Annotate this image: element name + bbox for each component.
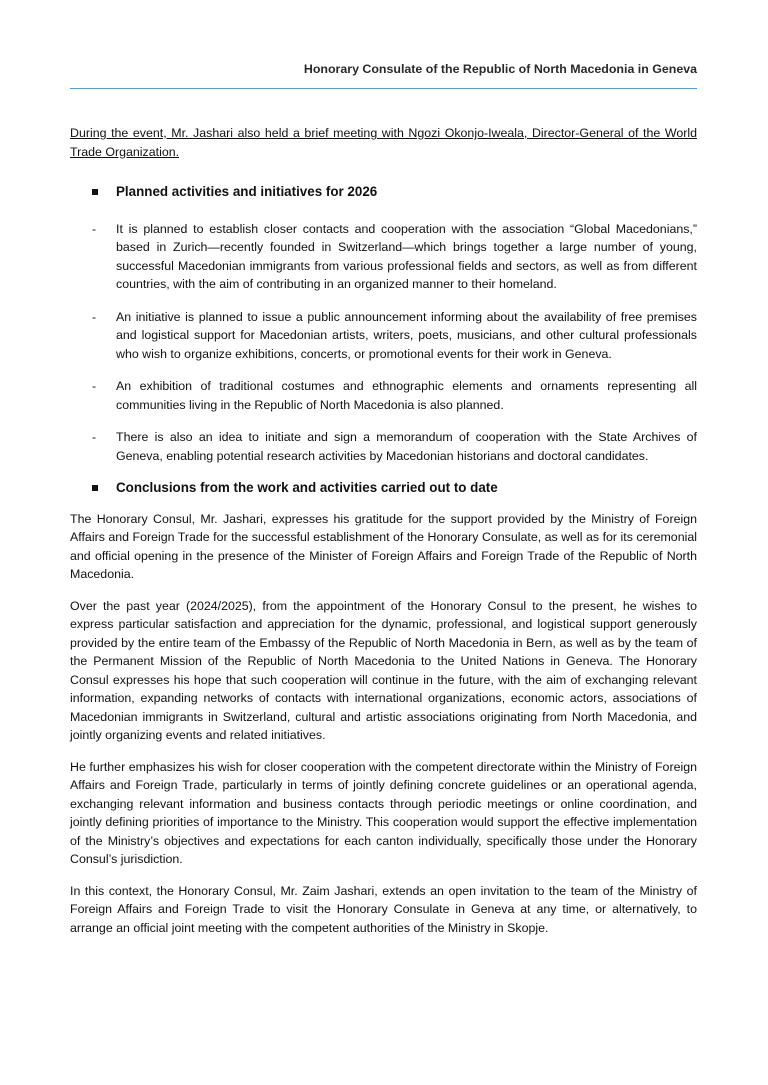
square-bullet-icon: [92, 485, 98, 491]
square-bullet-icon: [92, 189, 98, 195]
list-item-text: An exhibition of traditional costumes and ethnographic elements and ornaments representing all communities living in the Republic of North Macedonia is also planned.: [116, 379, 697, 412]
section-heading-planned-activities: [70, 183, 697, 202]
list-item-text: It is planned to establish closer contacts and cooperation with the association “Global Macedonians,” based in Zurich—recently founded in Switzerland—which brings together a large number of young, successful Macedonian immigrants from various professional fields and sectors, as well as from different countries, with the aim of contributing in an organized manner to their homeland.: [116, 221, 697, 291]
document-body: [70, 124, 697, 950]
section-heading-conclusions: [70, 479, 697, 498]
list-item: [70, 377, 697, 414]
section-heading-text: Conclusions from the work and activities carried out to date: [116, 480, 498, 495]
dash-marker: -: [92, 430, 97, 444]
list-item-text: There is also an idea to initiate and sign a memorandum of cooperation with the State Archives of Geneva, enabling potential research activities by Macedonian historians and doctoral candidates.: [116, 430, 697, 463]
list-item: [70, 308, 697, 364]
list-item-text: An initiative is planned to issue a public announcement informing about the availability of free premises and logistical support for Macedonian artists, writers, poets, musicians, and other cultural professionals who wish to organize exhibitions, concerts, or promotional events for their work in Geneva.: [116, 309, 697, 361]
header-divider: [70, 88, 697, 89]
dash-marker: -: [92, 309, 97, 324]
body-paragraph: He further emphasizes his wish for closer cooperation with the competent directorate within the Ministry of Foreign Affairs and Foreign Trade, particularly in terms of jointly defining concrete guidelines or an operational agenda, exchanging relevant information and business contacts through periodic meetings or online coordination, and jointly defining priorities of importance to the Ministry. This cooperation would support the effective implementation of the Ministry’s objectives and expectations for each canton individually, specifically those under the Honorary Consul’s jurisdiction.: [70, 759, 697, 866]
body-paragraph: The Honorary Consul, Mr. Jashari, expresses his gratitude for the support provided by the Ministry of Foreign Affairs and Foreign Trade for the successful establishment of the Honorary Consulate, as well as for its ceremonial and official opening in the presence of the Minister of Foreign Affairs and Foreign Trade of the Republic of North Macedonia.: [70, 511, 697, 581]
section-heading-text: Planned activities and initiatives for 2026: [116, 184, 378, 199]
dash-marker: -: [92, 379, 97, 393]
body-paragraph: In this context, the Honorary Consul, Mr. Zaim Jashari, extends an open invitation to the team of the Ministry of Foreign Affairs and Foreign Trade to visit the Honorary Consulate in Geneva at any time, or alternatively, to arrange an official joint meeting with the competent authorities of the Ministry in Skopje.: [70, 883, 697, 935]
list-item: [70, 220, 697, 294]
page-header-title: Honorary Consulate of the Republic of North Macedonia in Geneva: [303, 62, 697, 76]
body-paragraph: Over the past year (2024/2025), from the appointment of the Honorary Consul to the present, he wishes to express particular satisfaction and appreciation for the dynamic, professional, and logistical support generously provided by the entire team of the Embassy of the Republic of North Macedonia in Bern, as well as by the team of the Permanent Mission of the Republic of North Macedonia to the United Nations in Geneva. The Honorary Consul expresses his hope that such cooperation will continue in the future, with the aim of exchanging relevant information, expanding networks of contacts with international organizations, economic actors, associations of Macedonian immigrants in Switzerland, cultural and artistic associations originating from North Macedonia, and jointly organizing events and related initiatives.: [70, 598, 697, 742]
list-item: [70, 428, 697, 465]
planned-activities-list: [70, 220, 697, 466]
intro-paragraph: During the event, Mr. Jashari also held a brief meeting with Ngozi Okonjo-Iweala, Director-General of the World Trade Organization.: [70, 126, 697, 159]
dash-marker: -: [92, 221, 97, 236]
